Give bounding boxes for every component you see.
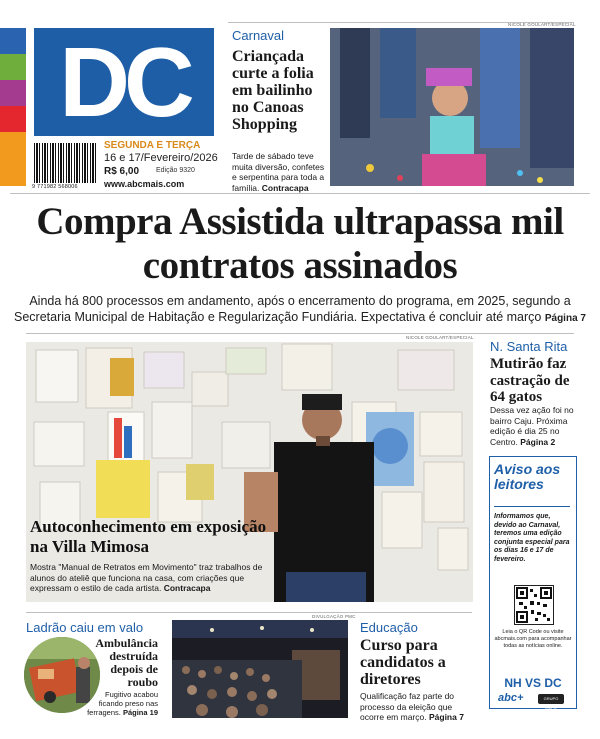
ladrao-text — [80, 690, 158, 717]
promo-title: NH VS DC — [504, 676, 562, 690]
strip-orange — [0, 132, 26, 186]
edition-number: Edição 9320 — [156, 167, 195, 174]
carnaval-photo — [330, 28, 574, 186]
main-ref[interactable]: Página 7 — [544, 313, 586, 324]
educacao-photo-credit: DIVULGAÇÃO PMC — [312, 614, 356, 619]
carnaval-headline[interactable]: Criançada curte a folia em bailinho no Canoas Shopping — [232, 48, 314, 133]
carnaval-body: Tarde de sábado teve muita diversão, confetes e serpentina para toda a família. — [232, 151, 325, 193]
carnaval-kicker: Carnaval — [232, 28, 285, 43]
photo-story-credit: NICOLE GOULART/ESPECIAL — [406, 335, 474, 340]
edition-day: SEGUNDA E TERÇA — [104, 140, 201, 151]
santa-rita-kicker: N. Santa Rita — [490, 339, 568, 354]
auditorium-photo-art — [172, 620, 348, 718]
strip-green — [0, 54, 26, 80]
carnaval-photo-art — [330, 28, 574, 186]
qr-code[interactable] — [514, 585, 554, 625]
santa-rita-text — [490, 405, 580, 447]
carnaval-photo-credit: NICOLE GOULART/ESPECIAL — [508, 22, 576, 27]
educacao-ref[interactable]: Página 7 — [428, 712, 464, 722]
divider-main — [26, 333, 574, 334]
main-subhead-body: Ainda há 800 processos em andamento, após o encerramento do programa, em 2025, segundo a Secretaria Municipal de Habitação e Regularização Fundiária. Expectativa é concluir até março — [14, 294, 571, 324]
ladrao-ref[interactable]: Página 19 — [122, 708, 158, 717]
photo-story-ref[interactable]: Contracapa — [163, 583, 211, 593]
barcode-number: 9 771982 568006 — [32, 184, 78, 190]
educacao-headline[interactable]: Curso para candidatos a diretores — [360, 637, 446, 688]
auditorium-photo — [172, 620, 348, 718]
educacao-body: Qualificação faz parte do processo da eleição que ocorre em março. — [360, 691, 455, 722]
main-subhead — [14, 293, 586, 327]
strip-red — [0, 106, 26, 132]
educacao-kicker: Educação — [360, 620, 418, 635]
divider-bottom — [26, 612, 472, 613]
photo-story-text — [30, 562, 280, 594]
ladrao-headline[interactable]: Ambulância destruída depois de roubo — [95, 636, 158, 689]
qr-code-art — [515, 586, 553, 624]
aviso-title: Aviso aos leitores — [494, 461, 561, 492]
santa-rita-headline[interactable]: Mutirão faz castração de 64 gatos — [490, 356, 570, 405]
qr-instructions: Leia o QR Code ou visite abcmais.com para acompanhar todas as notícias online. — [494, 629, 572, 649]
ladrao-body: Fugitivo acabou ficando preso nas ferragens. — [87, 690, 158, 717]
ladrao-kicker: Ladrão caiu em valo — [26, 620, 144, 635]
main-headline[interactable]: Compra Assistida ultrapassa mil contratos assinados — [36, 200, 564, 287]
educacao-text — [360, 691, 472, 723]
edition-price: R$ 6,00 — [104, 166, 140, 177]
divider-headline — [10, 193, 590, 194]
strip-blue — [0, 28, 26, 54]
site-url[interactable]: www.abcmais.com — [104, 179, 185, 189]
barcode — [34, 143, 98, 183]
carnaval-text — [232, 151, 328, 193]
santa-rita-body: Dessa vez ação foi no bairro Caju. Próxima edição é dia 25 no Centro. — [490, 405, 574, 447]
carnaval-ref[interactable]: Contracapa — [261, 182, 309, 193]
abc-plus-logo: abc+ — [498, 692, 524, 704]
santa-rita-ref[interactable]: Página 2 — [520, 436, 556, 447]
aviso-divider — [494, 506, 570, 507]
photo-story-headline[interactable]: Autoconhecimento em exposição na Villa Mimosa — [30, 517, 267, 556]
aviso-box — [489, 456, 577, 709]
aviso-text: Informamos que, devido ao Carnaval, teremos uma edição conjunta especial para os dias 16 e 17 de fevereiro. — [494, 513, 570, 563]
dc-logo: DC — [34, 28, 214, 136]
grupo-sinos-logo: GRUPO SINOS — [538, 694, 564, 704]
edition-date: 16 e 17/Fevereiro/2026 — [104, 152, 218, 164]
strip-purple — [0, 80, 26, 106]
photo-story-body: Mostra "Manual de Retratos em Movimento" traz trabalhos de alunos do ateliê que funciona na casa, com criações que expressam o estilo de cada artista. — [30, 562, 263, 593]
